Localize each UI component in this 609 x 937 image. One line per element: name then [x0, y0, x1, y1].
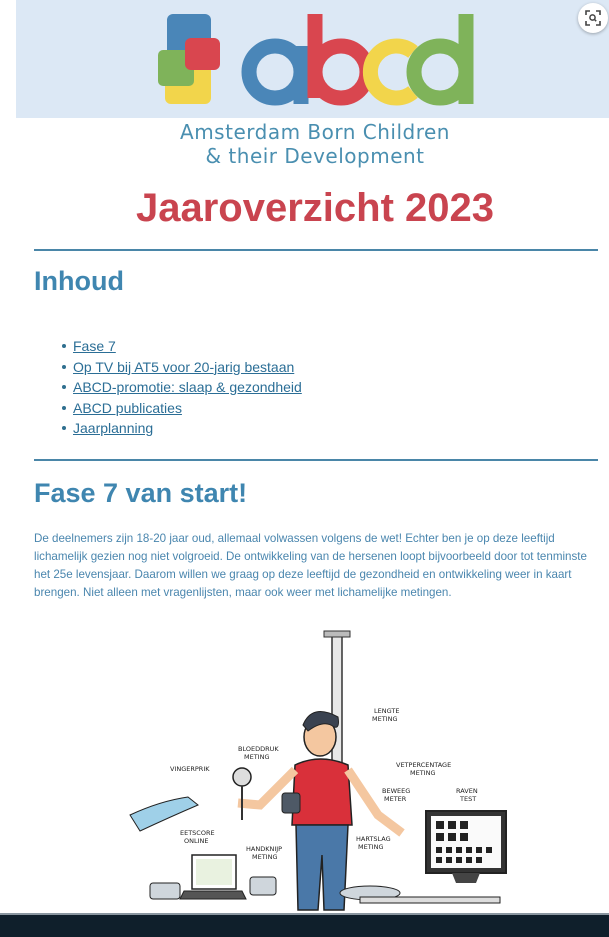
divider — [34, 249, 598, 251]
toc-link-publicaties[interactable]: ABCD publicaties — [73, 399, 182, 416]
label-hartslag: HARTSLAG — [356, 835, 391, 843]
list-item — [73, 398, 302, 419]
list-item — [73, 336, 302, 357]
label-raven: RAVEN — [456, 787, 478, 795]
measurements-illustration — [120, 625, 520, 915]
tagline-line-1: Amsterdam Born Children — [180, 120, 450, 144]
section-heading: Fase 7 van start! — [34, 478, 248, 508]
toc-link-promotie[interactable]: ABCD-promotie: slaap & gezondheid — [73, 379, 302, 395]
label-bloeddruk: BLOEDDRUK — [238, 745, 279, 753]
toc-heading: Inhoud — [34, 266, 124, 296]
toc-link-tv-at5[interactable]: Op TV bij AT5 voor 20-jarig bestaan — [73, 358, 295, 375]
label-eetscore: EETSCORE — [180, 829, 215, 837]
label-raven-test: TEST — [460, 795, 477, 803]
label-lengte: LENGTE — [374, 707, 400, 715]
label-beweeg: BEWEEG — [382, 787, 411, 795]
label-lengte-meting: METING — [372, 715, 398, 723]
list-item — [73, 377, 302, 398]
label-eetscore-online: ONLINE — [184, 837, 209, 845]
label-hartslag-meting: METING — [358, 843, 384, 851]
label-vetpercentage: VETPERCENTAGE — [396, 761, 452, 769]
toc-link-jaarplanning[interactable]: Jaarplanning — [73, 420, 154, 436]
label-beweeg-meter: METER — [384, 795, 407, 803]
list-item — [73, 418, 302, 439]
label-handknijp: HANDKNIJP — [246, 845, 283, 853]
list-item — [73, 357, 302, 378]
label-handknijp-meting: METING — [252, 853, 278, 861]
label-vetpercentage-meting: METING — [410, 769, 436, 777]
tagline-line-2: & their Development — [205, 144, 425, 168]
screen-search-button[interactable] — [578, 3, 608, 33]
divider — [34, 459, 598, 461]
label-vingerprik: VINGERPRIK — [170, 765, 210, 773]
section-paragraph: De deelnemers zijn 18-20 jaar oud, allemaal volwassen volgens de wet! Echter ben je op deze leeftijd lichamelijk gezien nog niet volgroeid. De ontwikkeling van de hersenen loopt bijvoorbeeld door tot tenminste het 25e levensjaar. Daarom willen we graag op deze leeftijd de gezondheid en ontwikkeling weer in kaart brengen. Niet alleen met vragenlijsten, maar ook weer met lichamelijke metingen. — [34, 532, 587, 599]
toc-list — [73, 336, 302, 439]
page-title: Jaaroverzicht 2023 — [135, 186, 494, 230]
toc-link-fase-7[interactable]: Fase 7 — [73, 338, 116, 354]
abcd-logo — [155, 8, 485, 108]
label-bloeddruk-meting: METING — [244, 753, 270, 761]
bottom-bar — [0, 915, 609, 937]
screen-search-icon — [585, 10, 601, 26]
